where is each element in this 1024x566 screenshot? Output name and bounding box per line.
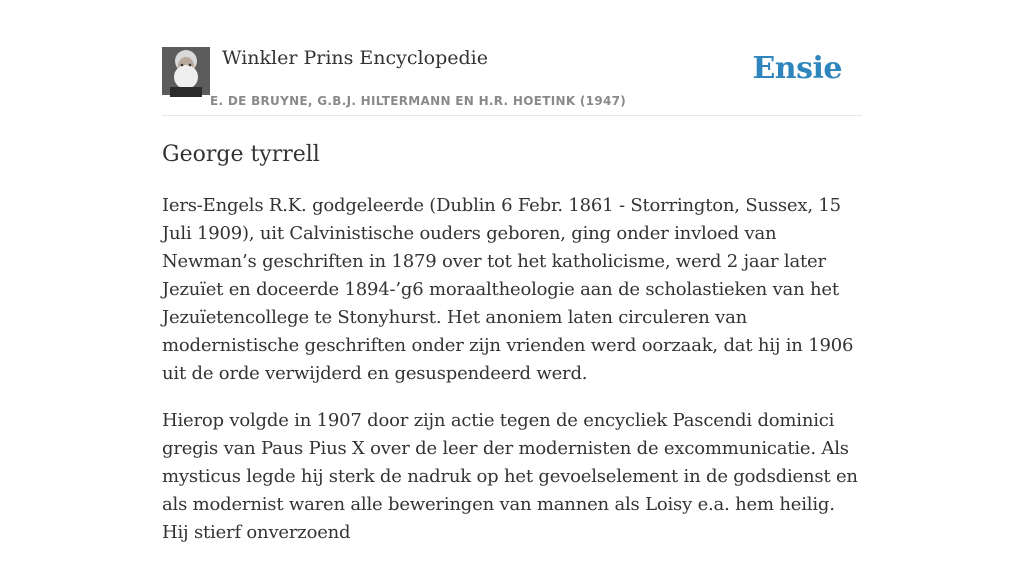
article-paragraph: Iers-Engels R.K. godgeleerde (Dublin 6 Febr. 1861 - Storrington, Sussex, 15 Juli 1909), uit Calvinistische ouders geboren, ging onder invloed van Newman’s geschriften in 1879 over tot het katholicisme, werd 2 jaar later Jezuïet en doceerde 1894-’g6 moraaltheologie aan de scholastieken van het Jezuïetencollege te Stonyhurst. Het anoniem laten circuleren van modernistische geschriften onder zijn vrienden werd oorzaak, dat hij in 1906 uit de orde verwijderd en gesuspendeerd werd. [162, 195, 854, 384]
source-header [162, 0, 862, 116]
source-title[interactable]: Winkler Prins Encyclopedie [222, 47, 488, 69]
article-body [162, 192, 862, 566]
page-title: George tyrrell [162, 142, 320, 167]
source-authors: E. DE BRUYNE, G.B.J. HILTERMANN EN H.R. HOETINK (1947) [210, 94, 627, 108]
portrait-image [162, 47, 210, 95]
brand-logo[interactable]: Ensie [752, 51, 842, 86]
page-container [162, 0, 862, 543]
article-paragraph: Hierop volgde in 1907 door zijn actie tegen de encycliek Pascendi dominici gregis van Paus Pius X over de leer der modernisten de excommunicatie. Als mysticus legde hij sterk de nadruk op het gevoelselement in de godsdienst en als modernist waren alle beweringen van mannen als Loisy e.a. hem heilig. Hij stierf onverzoend [162, 410, 858, 543]
author-portrait-icon[interactable] [162, 47, 210, 95]
